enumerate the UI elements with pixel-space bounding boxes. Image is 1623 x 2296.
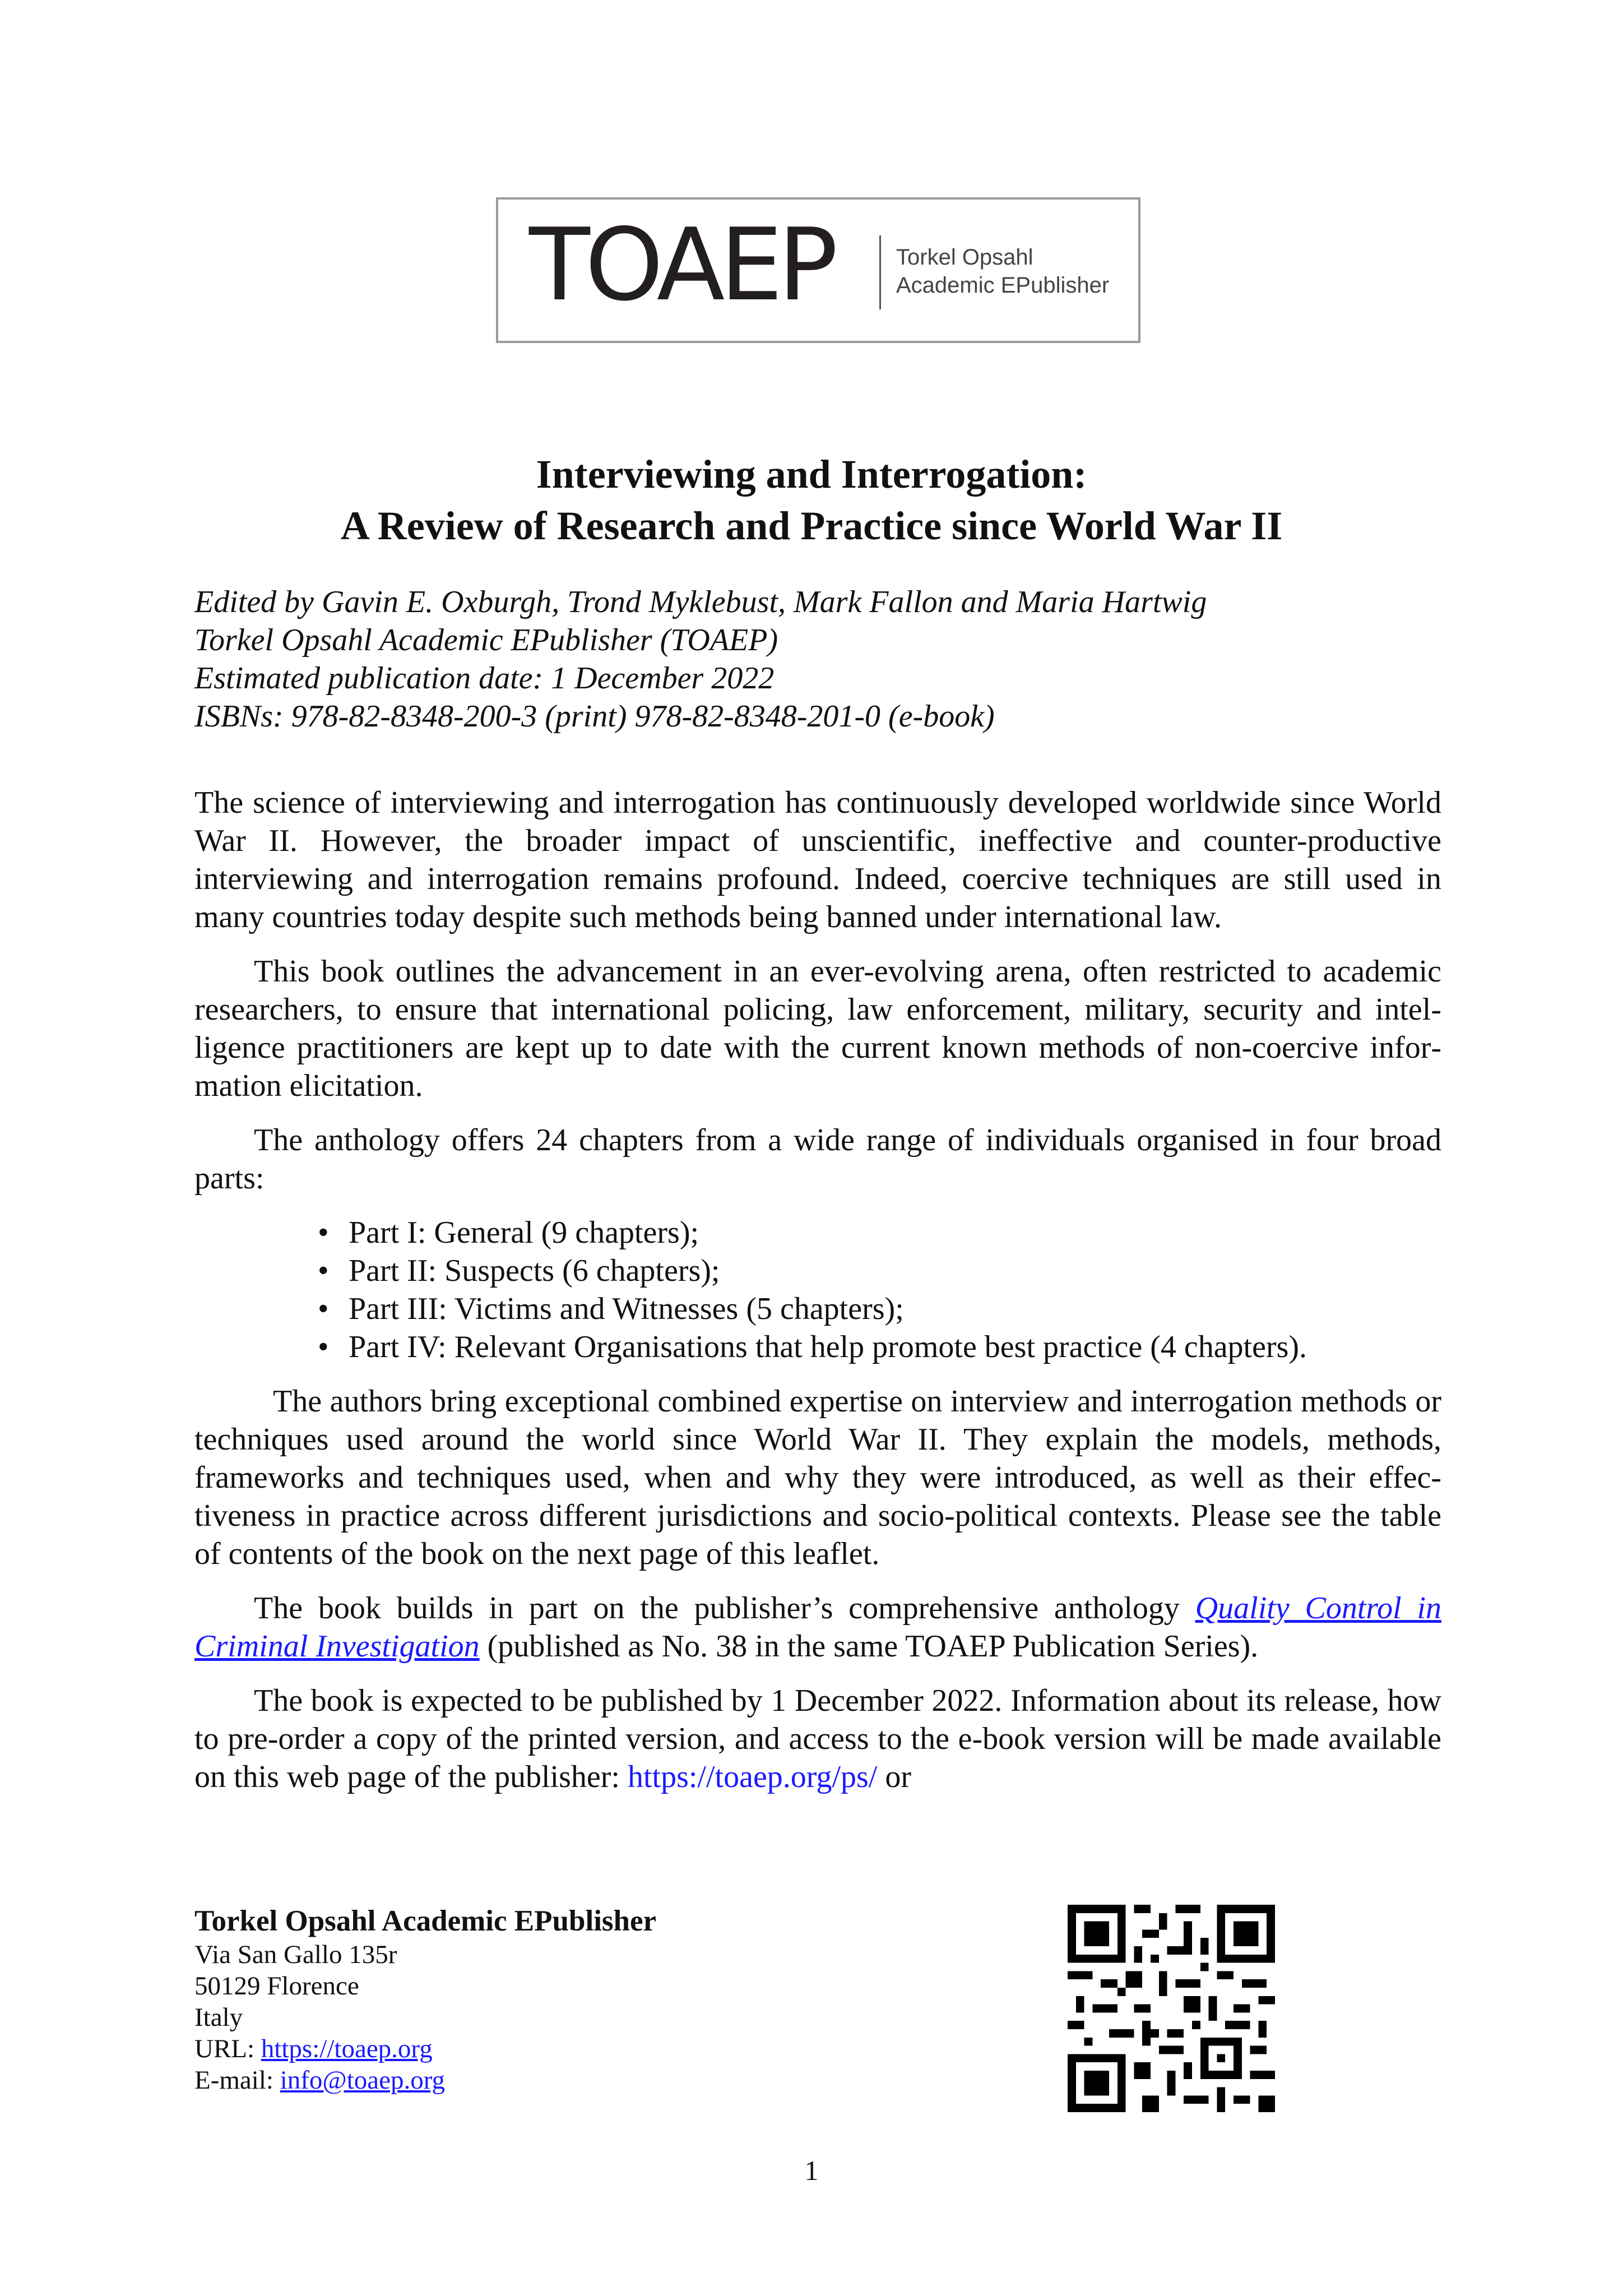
- part-label: Part IV: Relevant Organisations that help promote best practice (4 chapters).: [349, 1330, 1307, 1364]
- page-number: 1: [804, 2155, 819, 2186]
- builds-on-text: The book builds in part on the publisher’s comprehensive anthology: [254, 1591, 1195, 1626]
- quality-control-link[interactable]: Quality Control in Criminal Investigation: [194, 1591, 1441, 1664]
- book-title-line2: A Review of Research and Practice since World War II: [340, 503, 1283, 548]
- editors-line: Edited by Gavin E. Oxburgh, Trond Myklebust, Mark Fallon and Maria Hartwig: [194, 585, 1207, 619]
- paragraph-release: [194, 1682, 1441, 1796]
- bullet-icon: •: [318, 1330, 329, 1364]
- publisher-name: Torkel Opsahl Academic EPublisher: [194, 1905, 657, 1937]
- book-title-line1: Interviewing and Interrogation:: [536, 452, 1087, 497]
- paragraph-authors: The authors bring exceptional combined expertise on interview and interrogation methods or techniques used around the world since World War II. They explain the models, methods, frameworks and techniques used, when and why they were introduced, as well as their effectiveness in practice across different jurisdictions and socio-political contexts. Please see the table of contents of the book on the next page of this leaflet.: [194, 1384, 1441, 1571]
- logo-subtitle-line2: Academic EPublisher: [896, 273, 1110, 298]
- email-label: E-mail:: [194, 2066, 280, 2095]
- email-line: [194, 2064, 867, 2096]
- part-label: Part III: Victims and Witnesses (5 chapters);: [349, 1292, 904, 1326]
- logo-subtitle: [896, 243, 1109, 299]
- list-item: [318, 1252, 1441, 1290]
- publisher-line: Torkel Opsahl Academic EPublisher (TOAEP): [194, 623, 778, 658]
- url-line: [194, 2033, 867, 2064]
- address-city: 50129 Florence: [194, 1971, 359, 2001]
- publication-date-line: Estimated publication date: 1 December 2022: [194, 661, 775, 696]
- release-text: The book is expected to be published by 1 December 2022. Information about its release, how to pre-order a copy of the printed version, and access to the e-book version will be made available on this web page of the publisher:: [194, 1683, 1441, 1794]
- url-label: URL:: [194, 2034, 261, 2063]
- release-text-end: or: [877, 1760, 912, 1794]
- list-item: [318, 1214, 1441, 1252]
- toaep-logo: [496, 197, 1140, 343]
- bullet-icon: •: [318, 1292, 329, 1326]
- parts-list: [194, 1214, 1441, 1366]
- list-item: [318, 1328, 1441, 1366]
- publisher-address: [194, 1903, 867, 2096]
- paragraph-anthology: The anthology offers 24 chapters from a wide range of individuals organised in four broad parts:: [194, 1123, 1441, 1196]
- part-label: Part II: Suspects (6 chapters);: [349, 1253, 720, 1288]
- bullet-icon: •: [318, 1215, 329, 1250]
- address-country: Italy: [194, 2003, 243, 2032]
- publisher-ps-link[interactable]: https://toaep.org/ps/: [627, 1760, 878, 1794]
- part-label: Part I: General (9 chapters);: [349, 1215, 699, 1250]
- qr-code-icon[interactable]: [1068, 1905, 1275, 2112]
- list-item: [318, 1290, 1441, 1328]
- paragraph-intro: The science of interviewing and interrogation has continuously developed worldwide since World War II. However, the broader impact of unscientific, ineffective and counter-productive interviewing and interrogation remains profound. Indeed, coercive techniques are still used in many countries today despite such methods being banned under international law.: [194, 785, 1441, 934]
- paragraph-builds-on: [194, 1589, 1441, 1665]
- isbn-line: ISBNs: 978-82-8348-200-3 (print) 978-82-8348-201-0 (e-book): [194, 699, 995, 734]
- website-link[interactable]: https://toaep.org: [261, 2034, 433, 2063]
- logo-divider: [879, 235, 881, 309]
- paragraph-outline: This book outlines the advancement in an ever-evolving arena, often restricted to academic researchers, to ensure that international policing, law enforcement, military, security and intelligence practitioners are kept up to date with the current known methods of non-coercive information elicitation.: [194, 954, 1441, 1103]
- builds-on-text-end: (published as No. 38 in the same TOAEP Publication Series).: [479, 1629, 1259, 1664]
- bullet-icon: •: [318, 1253, 329, 1288]
- email-link[interactable]: info@toaep.org: [280, 2066, 446, 2095]
- book-metadata: [194, 583, 1427, 735]
- logo-wordmark: TOAEP: [529, 207, 833, 323]
- address-street: Via San Gallo 135r: [194, 1940, 397, 1969]
- body-text: [194, 784, 1441, 1812]
- logo-subtitle-line1: Torkel Opsahl: [896, 245, 1033, 270]
